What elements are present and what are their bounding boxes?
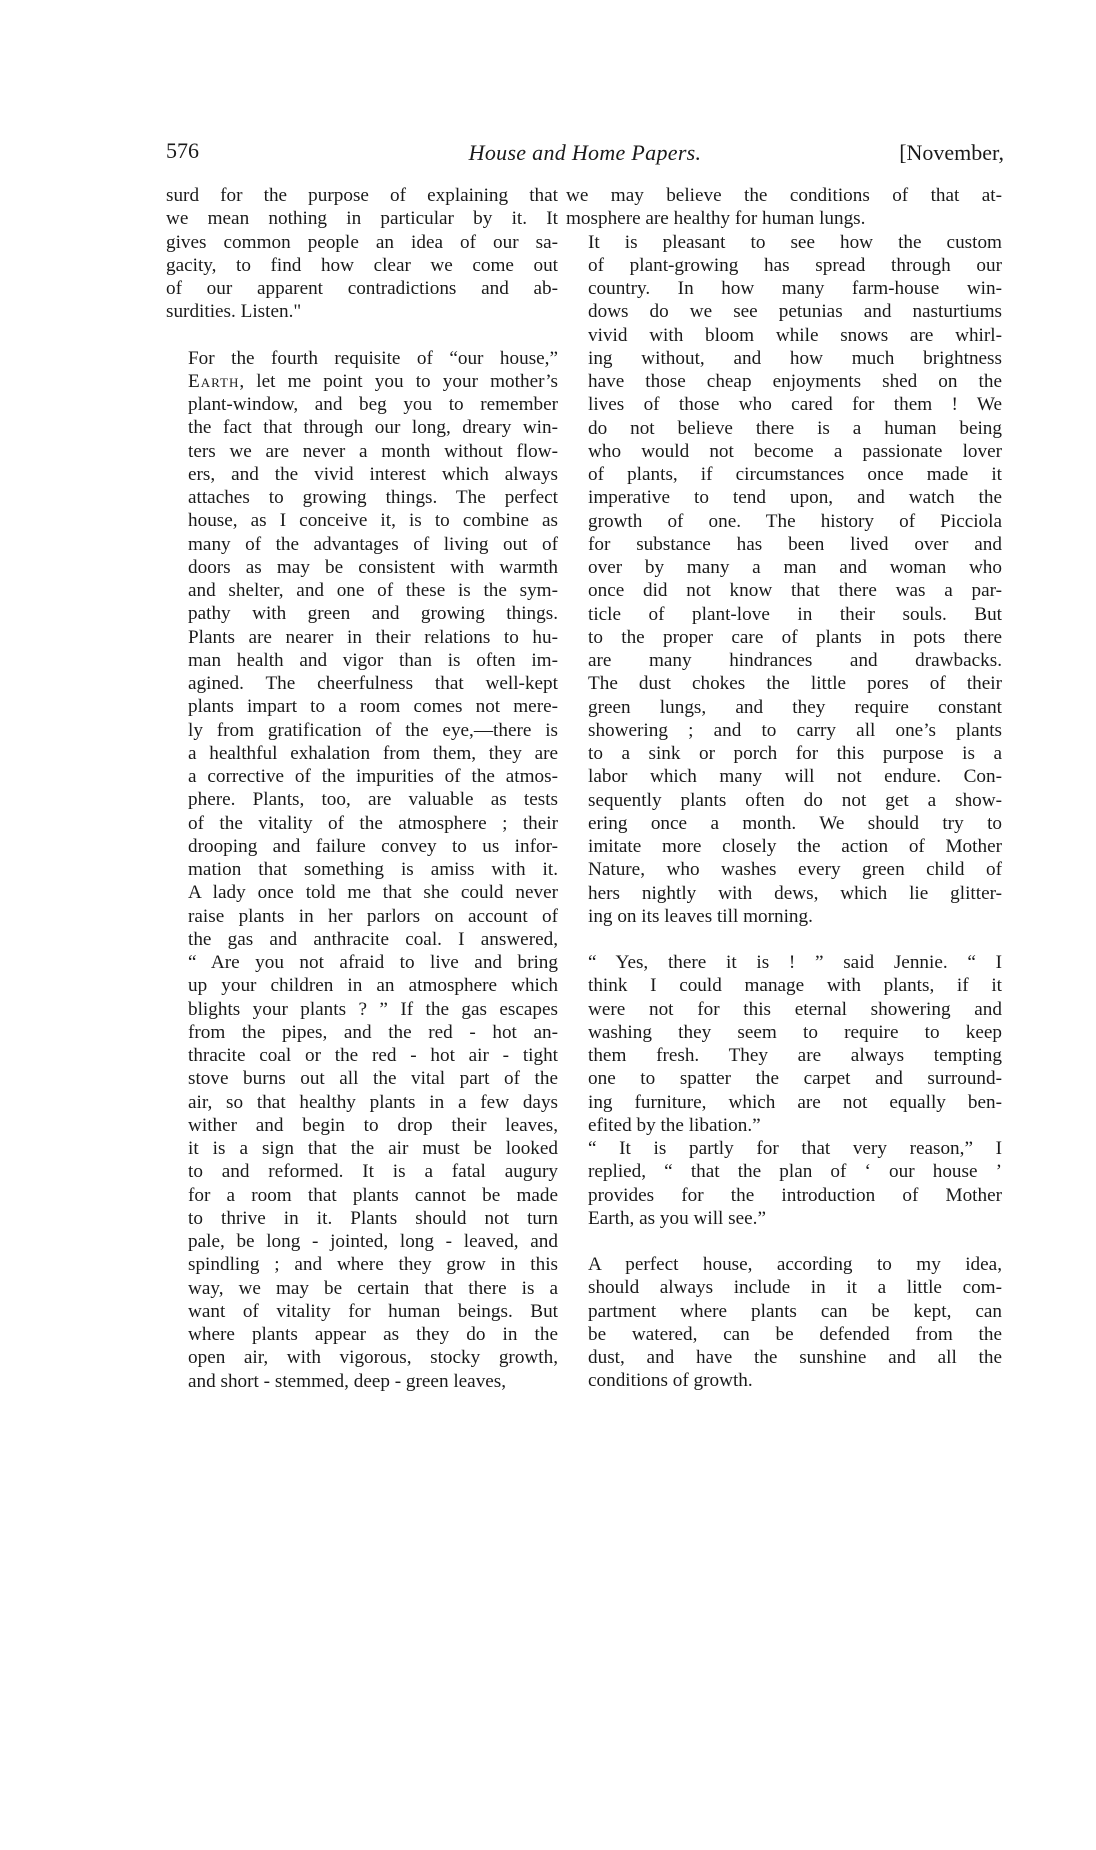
text-line: labor which many will not endure. Con- (588, 766, 1002, 788)
text-line: pale, be long - jointed, long - leaved, and (188, 1231, 558, 1252)
text-line: pathy with green and growing things. (188, 603, 558, 625)
text-line: showering ; and to carry all one’s plants (588, 719, 1002, 741)
text-line: of plant-growing has spread through our (588, 254, 1002, 276)
text-line: dows do we see petunias and nasturtiums (588, 301, 1002, 323)
text-line: a healthful exhalation from them, they are (188, 742, 558, 764)
text-line: “ Are you not afraid to live and bring (188, 952, 558, 973)
text-line: dust, and have the sunshine and all the (588, 1347, 1002, 1368)
paragraph (566, 1253, 1002, 1393)
text-line: washing they seem to require to keep (588, 1021, 1002, 1043)
text-line: surd for the purpose of explaining that (166, 185, 558, 206)
text-line: are many hindrances and drawbacks. (588, 650, 1002, 671)
text-line: open air, with vigorous, stocky growth, (188, 1347, 558, 1369)
text-line: many of the advantages of living out of (188, 533, 558, 555)
text-line: vivid with bloom while snows are whirl- (588, 324, 1002, 346)
text-line: blights your plants ? ” If the gas escapes (188, 998, 558, 1020)
text-line: of the vitality of the atmosphere ; their (188, 812, 558, 834)
text-line: ing furniture, which are not equally ben- (588, 1091, 1002, 1113)
text-line: conditions of growth. (588, 1370, 753, 1392)
text-line: ticle of plant-love in their souls. But (588, 603, 1002, 625)
text-line: country. In how many farm-house win- (588, 278, 1002, 299)
text-line: partment where plants can be kept, can (588, 1300, 1002, 1322)
text-line: to the proper care of plants in pots there (588, 626, 1002, 648)
text-line: provides for the introduction of Mother (588, 1184, 1002, 1206)
page-number: 576 (166, 138, 199, 163)
text-line: think I could manage with plants, if it (588, 975, 1002, 997)
text-line: to and reformed. It is a fatal augury (188, 1161, 558, 1183)
text-line: gives common people an idea of our sa- (166, 231, 558, 253)
text-line: spindling ; and where they grow in this (188, 1254, 558, 1276)
text-line: gacity, to find how clear we come out (166, 254, 558, 276)
text-line: growth of one. The history of Picciola (588, 510, 1002, 532)
text-line: from the pipes, and the red - hot an- (188, 1021, 558, 1043)
paragraph (166, 347, 558, 1393)
left-column (166, 184, 558, 1393)
text-line: surdities. Listen." (166, 301, 302, 323)
text-line: do not believe there is a human being (588, 417, 1002, 439)
text-line: house, as I conceive it, is to combine as (188, 510, 558, 532)
issue-month: [November, (899, 140, 1004, 165)
text-line: wither and begin to drop their leaves, (188, 1114, 558, 1136)
text-line: for substance has been lived over and (588, 533, 1002, 555)
text-line: agined. The cheerfulness that well-kept (188, 673, 558, 694)
text-line: man health and vigor than is often im- (188, 649, 558, 671)
text-line: imitate more closely the action of Mother (588, 836, 1002, 857)
text-line: A perfect house, according to my idea, (588, 1254, 1002, 1275)
text-line: ers, and the vivid interest which always (188, 463, 558, 485)
text-line: mosphere are healthy for human lungs. (566, 208, 866, 230)
text-line: air, so that healthy plants in a few days (188, 1091, 558, 1113)
text-line: lives of those who cared for them ! We (588, 394, 1002, 416)
paragraph (566, 184, 1002, 231)
text-line: the fact that through our long, dreary win- (188, 417, 558, 439)
text-line: sequently plants often do not get a show- (588, 789, 1002, 811)
paragraph (566, 231, 1002, 929)
text-line: ing without, and how much brightness (588, 347, 1002, 369)
text-line: of our apparent contradictions and ab- (166, 278, 558, 299)
text-line: and short - stemmed, deep - green leaves, (188, 1370, 507, 1392)
text-line: to a sink or porch for this purpose is a (588, 743, 1002, 764)
text-line: “ Yes, there it is ! ” said Jennie. “ I (588, 952, 1002, 973)
text-line: imperative to tend upon, and watch the (588, 487, 1002, 509)
text-line: ly from gratification of the eye,—there is (188, 719, 558, 741)
text-line: hers nightly with dews, which lie glitter- (588, 882, 1002, 904)
text-line: replied, “ that the plan of ‘ our house ’ (588, 1161, 1002, 1183)
paragraph (566, 1137, 1002, 1230)
text-line: the gas and anthracite coal. I answered, (188, 928, 558, 950)
text-line: to thrive in it. Plants should not turn (188, 1207, 558, 1229)
text-line: A lady once told me that she could never (188, 882, 558, 904)
text-line: a corrective of the impurities of the atmos- (188, 766, 558, 787)
text-line: stove burns out all the vital part of the (188, 1068, 558, 1090)
text-line: ering once a month. We should try to (588, 812, 1002, 834)
text-line: green lungs, and they require constant (588, 696, 1002, 718)
text-line: have those cheap enjoyments shed on the (588, 371, 1002, 392)
text-line: raise plants in her parlors on account of (188, 905, 558, 927)
small-caps-word: Earth (188, 370, 240, 392)
text-line: phere. Plants, too, are valuable as tests (188, 789, 558, 811)
running-head (166, 136, 1004, 170)
text-line: them fresh. They are always tempting (588, 1045, 1002, 1066)
text-line: want of vitality for human beings. But (188, 1300, 558, 1322)
text-line: way, we may be certain that there is a (188, 1277, 558, 1299)
text-line: where plants appear as they do in the (188, 1324, 558, 1345)
text-line: Nature, who washes every green child of (588, 859, 1002, 881)
text-line: we mean nothing in particular by it. It (166, 208, 558, 230)
text-line: “ It is partly for that very reason,” I (588, 1138, 1002, 1159)
text-line: for a room that plants cannot be made (188, 1184, 558, 1206)
running-title: House and Home Papers. (468, 140, 702, 165)
text-line: It is pleasant to see how the custom (588, 231, 1002, 253)
text-line: Plants are nearer in their relations to hu- (188, 626, 558, 648)
text-line: be watered, can be defended from the (588, 1323, 1002, 1345)
paragraph (566, 951, 1002, 1137)
text-line: mation that something is amiss with it. (188, 859, 558, 880)
text-line: Earth, let me point you to your mother’s (188, 370, 558, 392)
text-line: thracite coal or the red - hot air - tight (188, 1045, 558, 1066)
text-line: For the fourth requisite of “our house,” (188, 347, 558, 369)
text-line: ing on its leaves till morning. (588, 905, 813, 927)
text-line: drooping and failure convey to us infor- (188, 835, 558, 857)
text-line: plant-window, and beg you to remember (188, 394, 558, 415)
text-line: once did not know that there was a par- (588, 580, 1002, 602)
text-line: over by many a man and woman who (588, 557, 1002, 578)
text-line: one to spatter the carpet and surround- (588, 1068, 1002, 1090)
text-line: attaches to growing things. The perfect (188, 487, 558, 508)
text-line: it is a sign that the air must be looked (188, 1138, 558, 1159)
text-line: The dust chokes the little pores of their (588, 673, 1002, 695)
text-line: plants impart to a room comes not mere- (188, 696, 558, 718)
paragraph (166, 184, 558, 324)
right-column (566, 184, 1002, 1393)
text-line: ters we are never a month without flow- (188, 440, 558, 462)
text-line: were not for this eternal showering and (588, 998, 1002, 1020)
text-line: Earth, as you will see.” (588, 1207, 766, 1229)
text-line: of plants, if circumstances once made it (588, 464, 1002, 485)
text-line: efited by the libation.” (588, 1114, 761, 1136)
text-line: who would not become a passionate lover (588, 440, 1002, 462)
text-line: should always include in it a little com- (588, 1277, 1002, 1299)
text-line: up your children in an atmosphere which (188, 975, 558, 997)
text-line: doors as may be consistent with warmth (188, 556, 558, 578)
text-line: we may believe the conditions of that at- (566, 185, 1002, 206)
text-line: and shelter, and one of these is the sym- (188, 580, 558, 601)
